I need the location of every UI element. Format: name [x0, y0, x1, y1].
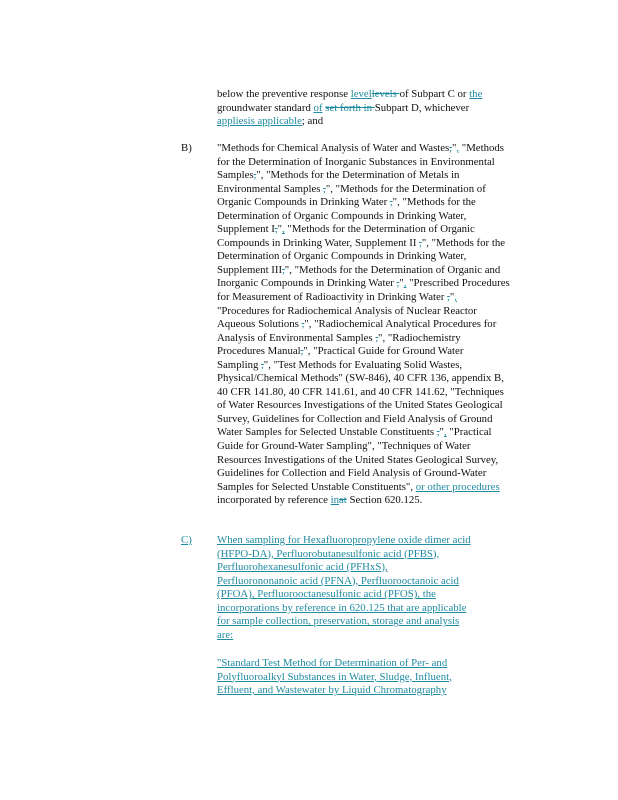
text-line	[217, 588, 547, 602]
text-line	[217, 534, 547, 548]
text-run: ", "Radiochemistry	[378, 331, 461, 344]
text-line	[217, 142, 547, 156]
text-run: ", "Methods for the Determination of Organic and	[284, 263, 501, 276]
deleted-text: ,	[375, 331, 379, 344]
deleted-text: ,	[389, 196, 393, 209]
inserted-text: Effluent, and Wastewater by Liquid Chromatography	[217, 684, 447, 697]
text-run: Samples for Selected Unstable Constituents",	[217, 480, 416, 493]
text-line	[217, 156, 547, 170]
text-run: ", "Methods for the	[392, 196, 476, 209]
text-run: for Measurement of Radioactivity in Drinking Water	[217, 291, 448, 304]
text-run: Determination of Organic Compounds in Drinking Water,	[217, 209, 467, 222]
text-line	[217, 548, 547, 562]
deleted-text: levels	[371, 88, 400, 100]
deleted-text: ,	[396, 277, 400, 290]
item-b-paragraph	[217, 142, 547, 508]
text-line	[217, 372, 547, 386]
text-line	[217, 223, 547, 237]
text-line	[217, 102, 547, 116]
inserted-text: of	[313, 101, 323, 114]
text-run: Procedures Manual	[217, 345, 301, 358]
text-run: Inorganic Compounds in Drinking Water	[217, 277, 397, 290]
text-run: Aqueous Solutions	[217, 318, 302, 331]
text-line	[217, 481, 547, 495]
text-run: Section 620.125.	[346, 494, 423, 507]
deleted-text: ,	[436, 426, 440, 439]
text-run: of Subpart C or	[399, 88, 470, 100]
inserted-text: is applicable	[247, 115, 302, 128]
deleted-text: ,	[300, 345, 304, 358]
text-line	[217, 684, 547, 698]
text-run: incorporated by reference	[217, 494, 331, 507]
deleted-text: at	[339, 494, 347, 507]
text-run: Determination of Organic Compounds in Drinking Water,	[217, 250, 467, 263]
text-run: ; and	[301, 115, 324, 128]
inserted-text: ,	[282, 223, 285, 236]
text-run: Organic Compounds in Drinking Water	[217, 196, 390, 209]
text-run: Survey, Guidelines for Collection and Field Analysis of Ground	[217, 412, 493, 425]
text-run: ", "Radiochemical Analytical Procedures for	[304, 318, 497, 331]
text-run: "	[451, 142, 457, 154]
item-c-paragraph	[217, 534, 547, 642]
text-run: "	[449, 291, 455, 304]
text-run: Analysis of Environmental Samples	[217, 331, 376, 344]
intro-paragraph	[217, 88, 547, 129]
deleted-text: ,	[253, 169, 257, 182]
text-run: "Methods	[459, 142, 504, 154]
inserted-text: When sampling for Hexafluoropropylene oxide dimer acid	[217, 534, 471, 546]
text-run: ", "Practical Guide for Ground Water	[303, 345, 464, 358]
text-line	[217, 210, 547, 224]
deleted-text: ,	[447, 291, 450, 304]
inserted-text: Polyfluoroalkyl Substances in Water, Sludge, Influent,	[217, 670, 452, 683]
deleted-text: ,	[274, 223, 278, 236]
text-line	[217, 318, 547, 332]
inserted-text: ,	[456, 142, 460, 154]
inserted-text: "Standard Test Method for Determination of Per- and	[217, 657, 448, 669]
text-line	[217, 575, 547, 589]
text-line	[217, 250, 547, 264]
text-run: of Water Resources Investigations of the United States Geological	[217, 399, 503, 412]
item-b-label: B)	[181, 142, 192, 154]
inserted-text: or other procedures	[415, 480, 500, 493]
text-line	[217, 345, 547, 359]
inserted-text: Perfluorononanoic acid (PFNA), Perfluorooctanoic acid	[217, 574, 459, 587]
text-line	[217, 413, 547, 427]
deleted-text: ,	[282, 263, 285, 276]
text-run: Water Samples for Selected Unstable Constituents	[217, 426, 437, 439]
text-line	[217, 602, 547, 616]
text-line	[217, 277, 547, 291]
text-run: "	[399, 277, 404, 290]
text-line	[217, 426, 547, 440]
inserted-text: (PFOA), Perfluorooctanesulfonic acid (PFOS), the	[217, 588, 436, 601]
text-run: ", "Test Methods for Evaluating Solid Wastes,	[263, 358, 463, 371]
text-run: "Prescribed Procedures	[406, 277, 510, 290]
text-run: Supplement I	[217, 223, 275, 236]
text-line	[217, 467, 547, 481]
deleted-text: ,	[261, 358, 264, 371]
text-line	[217, 629, 547, 643]
text-line	[217, 291, 547, 305]
text-run: "Methods for Chemical Analysis of Water and Wastes	[217, 142, 450, 154]
text-line	[217, 115, 547, 129]
text-run: Samples	[217, 169, 254, 182]
inserted-text: in	[330, 494, 340, 507]
text-run: Supplement III	[217, 263, 283, 276]
text-line	[217, 183, 547, 197]
inserted-text: ,	[443, 426, 447, 439]
text-run: for the Determination of Inorganic Substances in Environmental	[217, 155, 495, 168]
text-run: Physical/Chemical Methods" (SW-846), 40 CFR 136, appendix B,	[217, 372, 504, 385]
text-run: Subpart D, whichever	[374, 101, 470, 114]
text-run: "Methods for the Determination of Organic	[284, 223, 475, 236]
text-line	[217, 561, 547, 575]
text-run: below the preventive response	[217, 88, 351, 100]
text-line	[217, 88, 547, 102]
inserted-text: the	[469, 88, 483, 100]
inserted-text: for sample collection, preservation, storage and analysis	[217, 615, 460, 628]
text-run: "	[439, 426, 444, 439]
text-run: Environmental Samples	[217, 182, 324, 195]
deleted-text: ,	[323, 182, 326, 195]
inserted-text: (HFPO-DA), Perfluorobutanesulfonic acid (PFBS),	[217, 547, 440, 560]
text-run: Sampling	[217, 358, 262, 371]
text-line	[217, 386, 547, 400]
inserted-text: are:	[217, 628, 234, 641]
inserted-text: ,	[454, 291, 457, 304]
text-line	[217, 671, 547, 685]
item-c-quote	[217, 657, 547, 698]
deleted-text: set forth in	[325, 101, 375, 114]
inserted-text: Perfluorohexanesulfonic acid (PFHxS),	[217, 561, 388, 574]
text-run: Guidelines for Collection and Field Analysis of Ground-Water	[217, 467, 487, 480]
inserted-text: level	[350, 88, 372, 100]
deleted-text: ,	[449, 142, 452, 154]
item-c-label: C)	[181, 534, 192, 546]
text-line	[217, 237, 547, 251]
deleted-text: ,	[301, 318, 305, 331]
text-run: "Procedures for Radiochemical Analysis of Nuclear Reactor	[217, 304, 477, 317]
text-run: Compounds in Drinking Water, Supplement II	[217, 236, 420, 249]
deleted-text: ,	[419, 236, 422, 249]
text-line	[217, 657, 547, 671]
text-line	[217, 305, 547, 319]
text-line	[217, 169, 547, 183]
text-run: "Practical	[446, 426, 492, 439]
text-run: 40 CFR 141.80, 40 CFR 141.61, and 40 CFR 141.62, "Techniques	[217, 385, 504, 398]
text-run: ", "Methods for the Determination of Metals in	[256, 169, 460, 182]
text-line	[217, 196, 547, 210]
text-line	[217, 440, 547, 454]
text-line	[217, 264, 547, 278]
inserted-text: incorporations by reference in 620.125 that are applicable	[217, 601, 467, 614]
text-line	[217, 399, 547, 413]
text-line	[217, 454, 547, 468]
text-run: Resources Investigations of the United States Geological Survey,	[217, 453, 499, 466]
text-line	[217, 494, 547, 508]
inserted-text: ,	[403, 277, 407, 290]
text-run: ", "Methods for the	[421, 236, 506, 249]
text-run: Guide for Ground-Water Sampling", "Techniques of Water	[217, 440, 471, 453]
text-run: ", "Methods for the Determination of	[325, 182, 486, 195]
text-line	[217, 332, 547, 346]
text-run: "	[277, 223, 283, 236]
text-run: groundwater standard	[217, 101, 314, 114]
text-line	[217, 615, 547, 629]
text-line	[217, 359, 547, 373]
inserted-text: applies	[217, 115, 248, 128]
